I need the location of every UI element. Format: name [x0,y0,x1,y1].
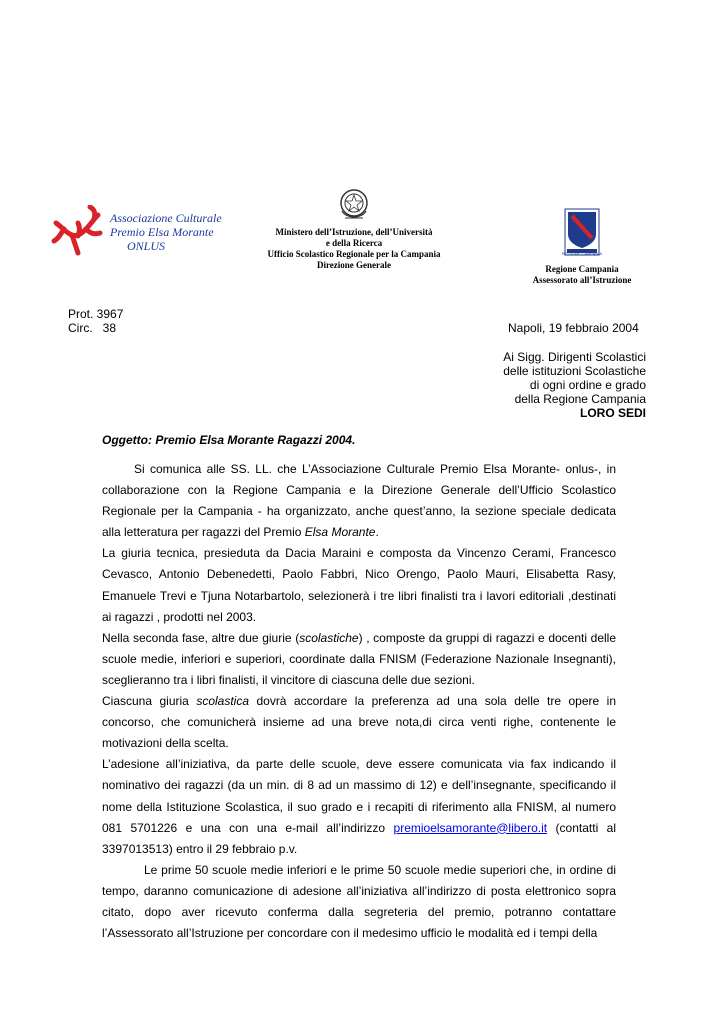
ministry-line: Ufficio Scolastico Regionale per la Campania [267,249,441,259]
body-paragraph-4 [102,691,616,754]
association-logo [50,205,220,265]
recipient-line: di ogni ordine e grado [529,378,646,392]
paragraph-text: dovrà accordare la preferenza ad una sola delle tre opere in concorso, che comunicherà insieme ad una breve nota,di circa venti righe, contenente le motivazioni della scelta. [102,694,616,751]
paragraph-text: L’adesione all’iniziativa, da parte delle scuole, deve essere comunicata via fax indicando il nominativo dei ragazzi (da un min. di 8 ad un massimo di 12) e dell’insegnante, specificando il nome della Istituzione Scolastica, il suo grado e i recapiti di riferimento alla FNISM, al numero 081 5701226 e una con una e-mail all’indirizzo [102,757,616,835]
region-logo-text: REGIONE CAMPANIA [561,251,603,256]
letter-subject: Oggetto: Premio Elsa Morante Ragazzi 2004. [102,433,356,447]
italian-emblem-icon [337,185,371,223]
association-name-line1: Associazione Culturale [110,211,222,225]
italic-text: scolastiche [299,630,359,645]
ministry-line: Direzione Generale [316,260,392,270]
recipients-block [503,350,646,420]
ministry-header [240,185,468,271]
italic-text: scolastica [196,694,249,709]
email-link[interactable]: premioelsamorante@libero.it [393,820,548,835]
paragraph-text: . [375,525,379,540]
recipients-loro-sedi: LORO SEDI [579,406,646,420]
paragraph-text: (contatti al 3397013513) entro il 29 febbraio p.v. [102,820,616,856]
circular-number: Circ. 38 [68,321,117,335]
body-paragraph-5 [102,754,616,859]
italic-text: Elsa Morante [304,525,376,540]
paragraph-text: Nella seconda fase, altre due giurie ( [102,630,300,645]
body-paragraph-2: La giuria tecnica, presieduta da Dacia Maraini e composta da Vincenzo Cerami, Francesco Cevasco, Antonio Debenedetti, Paolo Fabbri, Nico Orengo, Paolo Mauri, Elisabetta Rasy, Emanuele Trevi e Tjuna Notarbartolo, selezionerà i tre libri finalisti tra i lavori editoriali ,destinati ai ragazzi , prodotti nel 2003. [102,546,616,624]
region-office: Assessorato all’Istruzione [532,275,632,285]
coral-logo-icon [50,205,108,257]
region-name: Regione Campania [545,264,619,274]
association-name-line2: Premio Elsa Morante [110,225,214,239]
recipient-line: Ai Sigg. Dirigenti Scolastici [503,350,646,364]
paragraph-text: ) , composte da gruppi di ragazzi e docenti delle scuole medie, inferiori e superiori, coordinate dalla FNISM (Federazione Nazionale Insegnanti), sceglieranno tra i libri finalisti, il vincitore di ciascuna delle due sezioni. [102,630,617,687]
region-header [520,208,644,286]
region-campania-logo-icon [564,208,600,256]
paragraph-text: Si comunica alle SS. LL. che L’Associazione Culturale Premio Elsa Morante- onlus-, in collaborazione con la Regione Campania e la Direzione Generale dell’Ufficio Scolastico Regionale per la Campania - ha organizzato, anche quest’anno, la sezione speciale dedicata alla letteratura per ragazzi del Premio [102,462,616,540]
ministry-line: e della Ricerca [325,238,383,248]
body-paragraph-6: Le prime 50 scuole medie inferiori e le prime 50 scuole medie superiori che, in ordine di tempo, daranno comunicazione di adesione all’iniziativa all’indirizzo di posta elettronico sopra citato, dopo aver ricevuto conferma dalla segreteria del premio, potranno contattare l’Assessorato all’Istruzione per concordare con il medesimo ufficio le modalità ed i tempi della [102,862,616,941]
paragraph-text: Ciascuna giuria [102,694,197,709]
body-paragraph-1 [102,459,616,543]
recipient-line: delle istituzioni Scolastiche [503,364,646,378]
body-paragraph-3 [102,628,616,691]
protocol-number: Prot. 3967 [68,307,124,321]
ministry-line: Ministero dell’Istruzione, dell’Università [275,227,433,237]
recipient-line: della Regione Campania [514,392,646,406]
letter-date: Napoli, 19 febbraio 2004 [508,321,639,335]
association-onlus: ONLUS [127,239,166,253]
letter-body [102,459,616,944]
